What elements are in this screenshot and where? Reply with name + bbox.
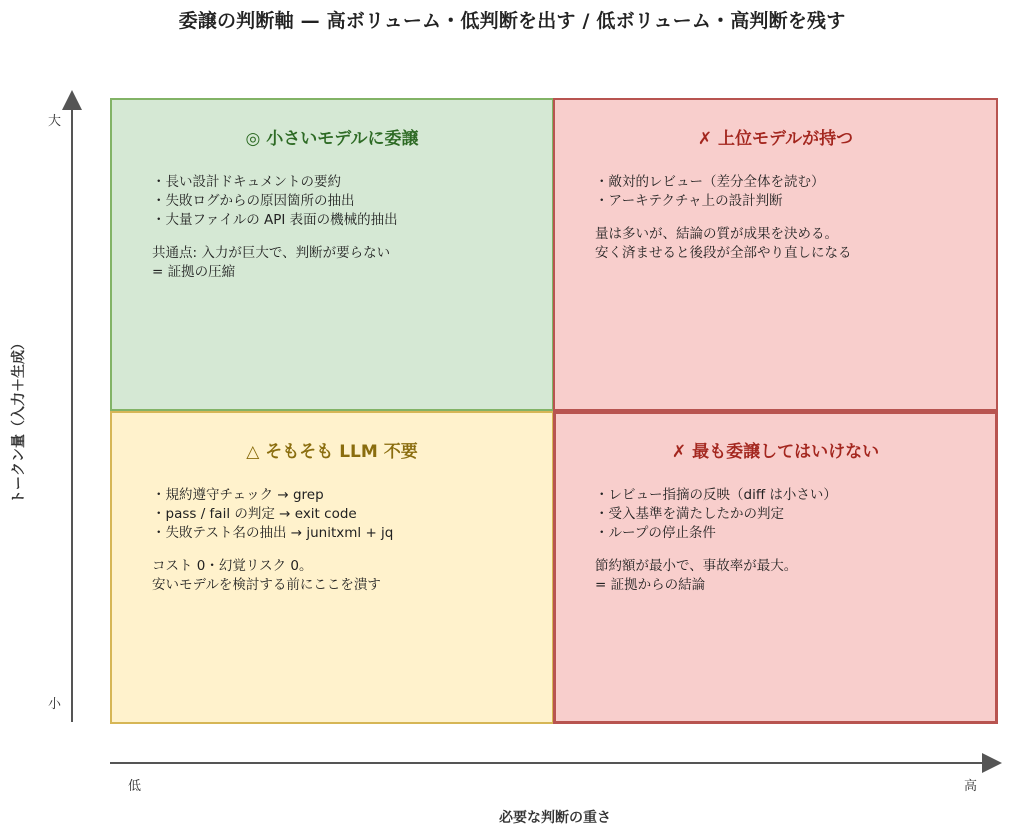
x-axis-high-label: 高 <box>964 779 978 794</box>
diagram-title: 委譲の判断軸 — 高ボリューム・低判断を出す / 低ボリューム・高判断を残す <box>178 10 846 32</box>
y-axis-low-label: 小 <box>48 697 62 712</box>
quadrant-note: = 証拠の圧縮 <box>152 264 236 280</box>
list-item: ・レビュー指摘の反映（diff は小さい） <box>595 487 837 503</box>
quadrant-body <box>595 173 852 263</box>
y-axis-high-label: 大 <box>48 114 62 129</box>
quadrant-no-llm-needed <box>110 411 554 724</box>
list-item: ・失敗テスト名の抽出 → junitxml + jq <box>152 525 394 541</box>
list-item: ・受入基準を満たしたかの判定 <box>595 506 784 522</box>
quadrant-heading: ◎ 小さいモデルに委譲 <box>245 129 419 149</box>
quadrant-note: 共通点: 入力が巨大で、判断が要らない <box>152 245 391 261</box>
quadrant-never-delegate <box>553 411 998 724</box>
list-item: ・敵対的レビュー（差分全体を読む） <box>595 174 825 190</box>
quadrant-heading: △ そもそも LLM 不要 <box>246 442 418 462</box>
list-item: ・大量ファイルの API 表面の機械的抽出 <box>152 212 398 228</box>
list-item: ・アーキテクチャ上の設計判断 <box>595 193 783 209</box>
quadrant-delegate-small-model <box>110 98 554 411</box>
x-axis-title: 必要な判断の重さ <box>499 810 611 826</box>
quadrant-note: 安いモデルを検討する前にここを潰す <box>152 577 381 593</box>
list-item: ・ループの停止条件 <box>595 525 716 541</box>
quadrant-body <box>152 486 393 595</box>
quadrant-upper-model-keeps <box>553 98 998 411</box>
quadrant-body <box>152 173 398 282</box>
quadrant-note: = 証拠からの結論 <box>595 577 706 593</box>
list-item: ・長い設計ドキュメントの要約 <box>152 174 341 190</box>
quadrant-note: コスト 0・幻覚リスク 0。 <box>152 558 313 574</box>
quadrant-note: 節約額が最小で、事故率が最大。 <box>595 558 798 574</box>
quadrant-note: 量は多いが、結論の質が成果を決める。 <box>595 226 838 242</box>
quadrant-body <box>595 486 837 595</box>
quadrant-heading: ✗ 最も委譲してはいけない <box>671 442 880 462</box>
list-item: ・pass / fail の判定 → exit code <box>152 506 357 522</box>
list-item: ・規約遵守チェック → grep <box>152 487 324 503</box>
quadrant-note: 安く済ませると後段が全部やり直しになる <box>595 245 852 261</box>
list-item: ・失敗ログからの原因箇所の抽出 <box>152 193 355 209</box>
x-axis-low-label: 低 <box>128 779 142 794</box>
y-axis-title: トークン量（入力＋生成） <box>11 336 27 504</box>
quadrant-heading: ✗ 上位モデルが持つ <box>697 129 854 149</box>
